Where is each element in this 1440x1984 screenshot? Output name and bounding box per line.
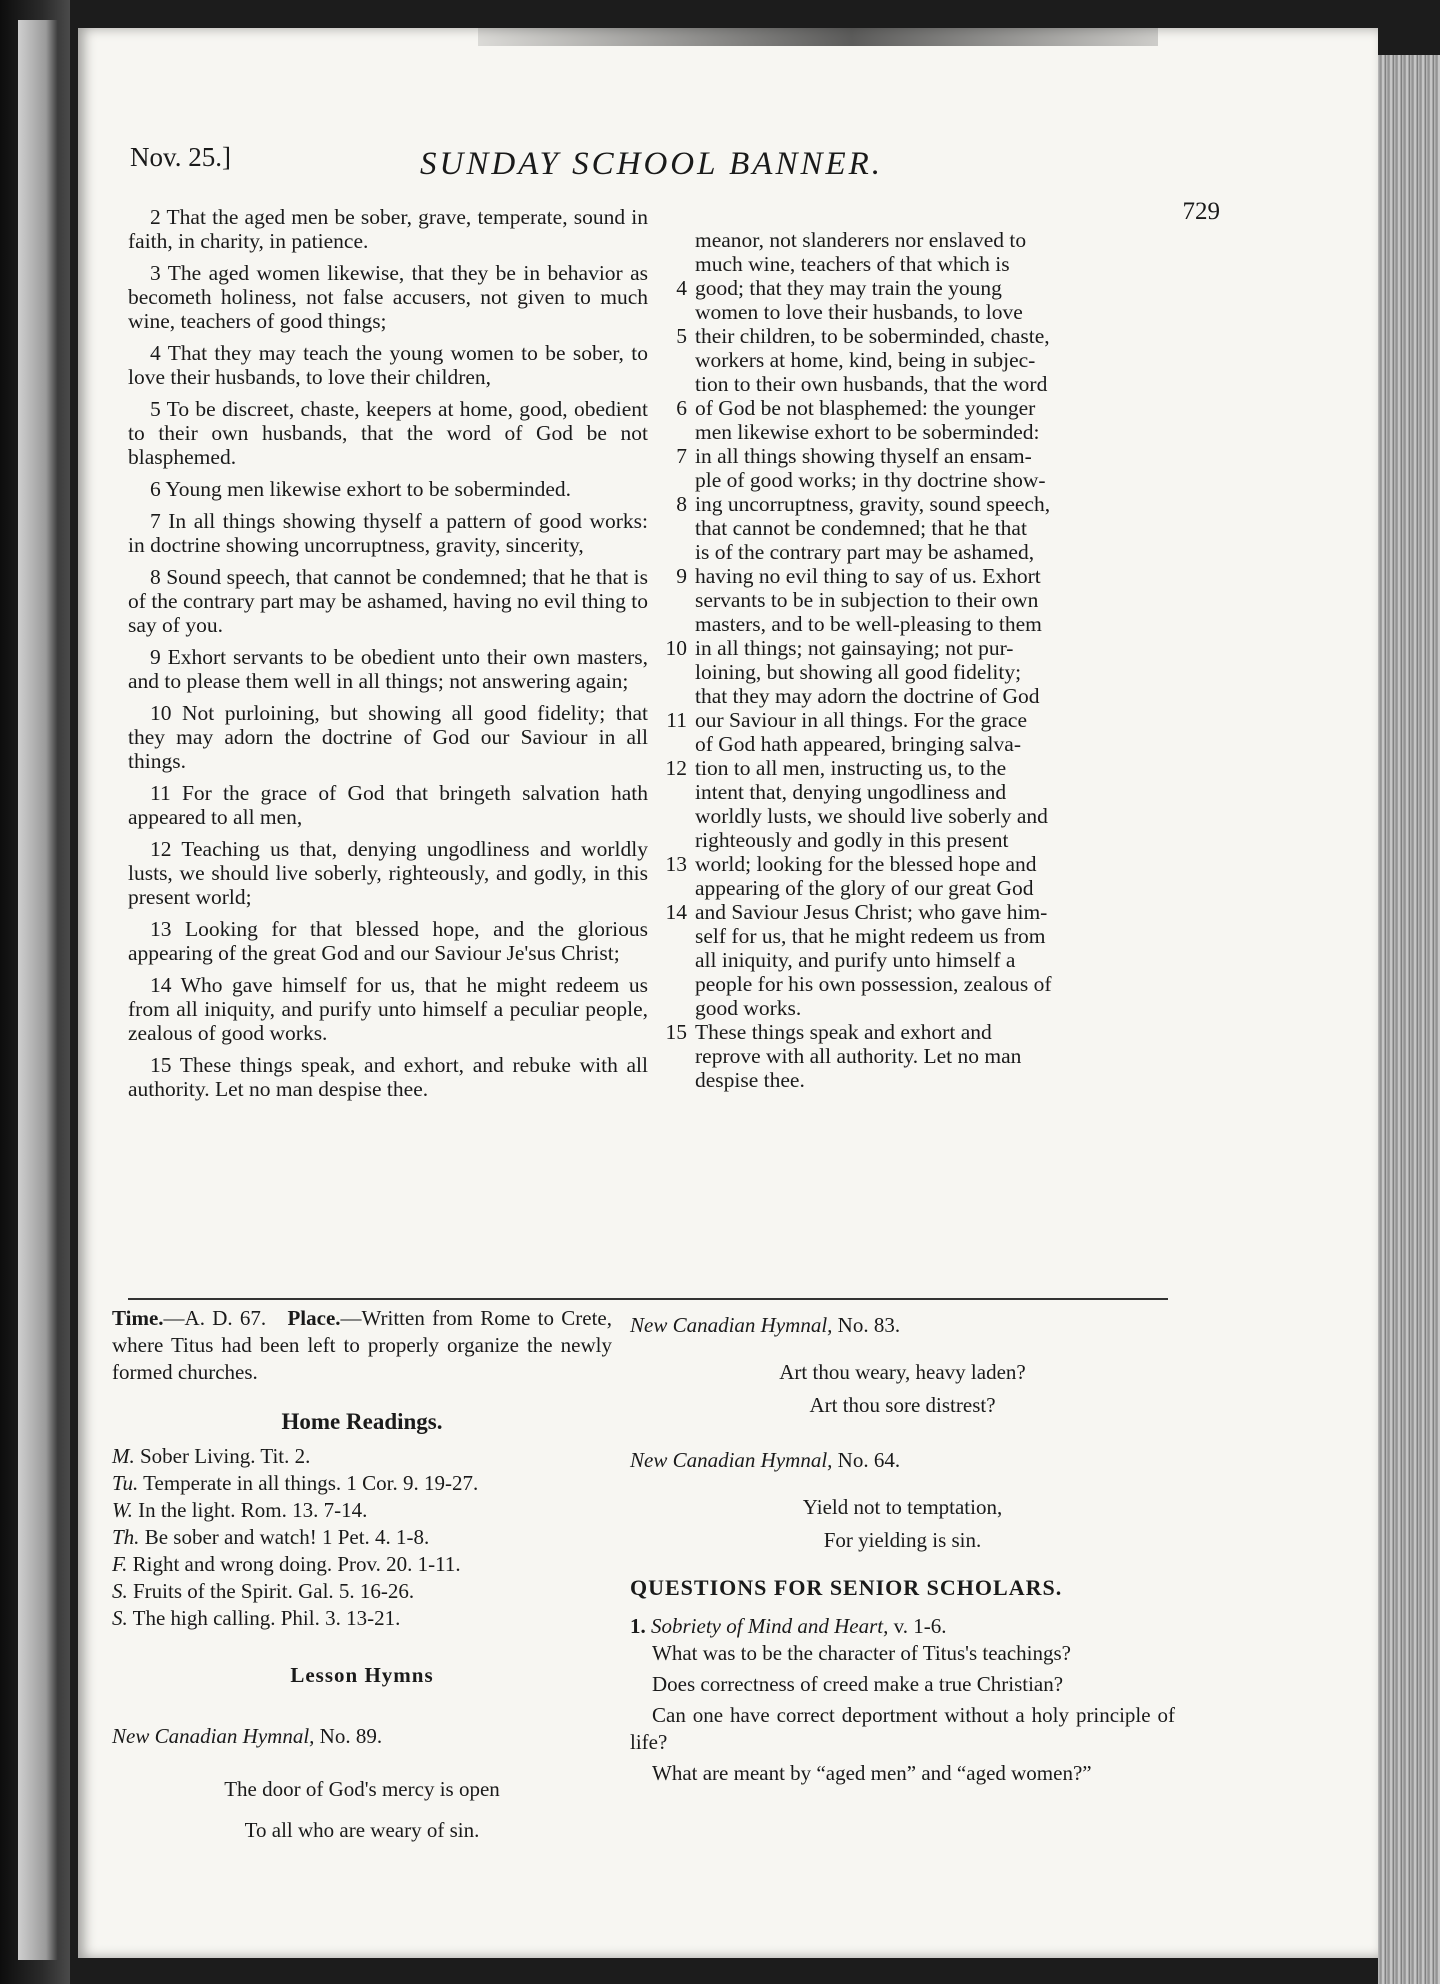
hymn-line: The door of God's mercy is open — [224, 1777, 500, 1801]
hymn-line: To all who are weary of sin. — [244, 1818, 480, 1842]
hymn-reference: New Canadian Hymnal, No. 64. — [630, 1448, 901, 1472]
verse-line: 5 their children, to be soberminded, chaste, — [695, 324, 1220, 348]
verse-number: 14 — [665, 900, 687, 924]
home-readings-heading: Home Readings. — [281, 1409, 443, 1434]
verse-line: people for his own possession, zealous of — [695, 972, 1052, 996]
verse-line: that they may adorn the doctrine of God — [695, 684, 1040, 708]
verse-number: 8 — [676, 492, 687, 516]
verse-line: self for us, that he might redeem us from — [695, 924, 1046, 948]
hymn-line: For yielding is sin. — [823, 1528, 982, 1552]
verse: 4 That they may teach the young women to be sober, to love their husbands, to love their children, — [128, 341, 648, 389]
scan-smudge — [478, 28, 1158, 46]
verse: 9 Exhort servants to be obedient unto their own masters, and to please them well in all things; not answering again; — [128, 645, 648, 693]
verse-line: men likewise exhort to be soberminded: — [695, 420, 1040, 444]
question: What are meant by “aged men” and “aged women?” — [652, 1761, 1092, 1785]
authorized-version-column — [128, 205, 648, 1109]
verse-line: 6 of God be not blasphemed: the younger — [695, 396, 1220, 420]
verse: 10 Not purloining, but showing all good fidelity; that they may adorn the doctrine of God our Saviour in all things. — [128, 701, 648, 773]
section-divider — [128, 1298, 1168, 1300]
verse-line: much wine, teachers of that which is — [695, 252, 1010, 276]
verse: 5 To be discreet, chaste, keepers at home, good, obedient to their own husbands, that the word of God be not blasphemed. — [128, 397, 648, 469]
verse: 2 That the aged men be sober, grave, temperate, sound in faith, in charity, in patience. — [128, 205, 648, 253]
verse-line: worldly lusts, we should live soberly and — [695, 804, 1048, 828]
reading-item: Tu. Temperate in all things. 1 Cor. 9. 19-27. — [112, 1471, 479, 1495]
verse: 12 Teaching us that, denying ungodliness and worldly lusts, we should live soberly, righteously, and godly, in this present world; — [128, 837, 648, 909]
verse-number: 7 — [676, 444, 687, 468]
verse-line: despise thee. — [695, 1068, 805, 1092]
verse-number: 11 — [666, 708, 687, 732]
verse-number: 13 — [665, 852, 687, 876]
reading-item: S. The high calling. Phil. 3. 13-21. — [112, 1606, 401, 1630]
hymn-line: Yield not to temptation, — [802, 1495, 1003, 1519]
reading-item: M. Sober Living. Tit. 2. — [112, 1444, 311, 1468]
question: What was to be the character of Titus's teachings? — [652, 1641, 1071, 1665]
facing-page-edge — [18, 20, 58, 1960]
verse-line: 9 having no evil thing to say of us. Exhort — [695, 564, 1220, 588]
verse-line: ple of good works; in thy doctrine show- — [695, 468, 1046, 492]
verse: 3 The aged women likewise, that they be in behavior as becometh holiness, not false accusers, not given to much wine, teachers of good things; — [128, 261, 648, 333]
verse-line: righteously and godly in this present — [695, 828, 1009, 852]
question: Can one have correct deportment without a holy principle of life? — [630, 1703, 1175, 1754]
verse-line: intent that, denying ungodliness and — [695, 780, 1007, 804]
verse-line: 7 in all things showing thyself an ensam- — [695, 444, 1220, 468]
question-section-title: 1. Sobriety of Mind and Heart, v. 1-6. — [630, 1614, 947, 1638]
verse-line: 14 and Saviour Jesus Christ; who gave him- — [665, 900, 1048, 924]
verse-line: 4 good; that they may train the young — [695, 276, 1220, 300]
verse: 6 Young men likewise exhort to be soberminded. — [150, 477, 571, 501]
header-title: SUNDAY SCHOOL BANNER. — [420, 146, 884, 182]
reading-item: F. Right and wrong doing. Prov. 20. 1-11. — [112, 1552, 461, 1576]
question: Does correctness of creed make a true Christian? — [652, 1672, 1064, 1696]
verse: 13 Looking for that blessed hope, and the glorious appearing of the great God and our Saviour Je'sus Christ; — [128, 917, 648, 965]
verse-line: tion to their own husbands, that the word — [695, 372, 1048, 396]
verse-line: reprove with all authority. Let no man — [695, 1044, 1022, 1068]
hymn-line: Art thou sore distrest? — [809, 1393, 996, 1417]
lower-right-column — [630, 1312, 1175, 1791]
hymn-line: Art thou weary, heavy laden? — [779, 1360, 1026, 1384]
verse-line: 13 world; looking for the blessed hope and — [665, 852, 1037, 876]
verse-line: that cannot be condemned; that he that — [695, 516, 1027, 540]
verse-line: 10 in all things; not gainsaying; not pur- — [665, 636, 1014, 660]
verse-line: 15 These things speak and exhort and — [665, 1020, 992, 1044]
lower-left-column — [112, 1305, 612, 1844]
verse-line: women to love their husbands, to love — [695, 300, 1023, 324]
verse: 8 Sound speech, that cannot be condemned; that he that is of the contrary part may be ashamed, having no evil thing to say of you. — [128, 565, 648, 637]
verse: 14 Who gave himself for us, that he might redeem us from all iniquity, and purify unto himself a peculiar people, zealous of good works. — [128, 973, 648, 1045]
verse-line: all iniquity, and purify unto himself a — [695, 948, 1016, 972]
hymn-reference: New Canadian Hymnal, No. 83. — [630, 1313, 901, 1337]
verse: 15 These things speak, and exhort, and rebuke with all authority. Let no man despise thee. — [128, 1053, 648, 1101]
verse-line: appearing of the glory of our great God — [695, 876, 1034, 900]
time-place: Time.—A. D. 67. Place.—Written from Rome to Crete, where Titus had been left to properly organize the newly formed churches. — [112, 1306, 612, 1384]
verse: 11 For the grace of God that bringeth salvation hath appeared to all men, — [128, 781, 648, 829]
page-number: 729 — [1182, 198, 1220, 225]
lesson-hymns-heading: Lesson Hymns — [290, 1663, 434, 1687]
page-header — [130, 128, 1220, 225]
revised-version-column — [665, 228, 1220, 1092]
verse-number: 4 — [676, 276, 687, 300]
verse-number: 10 — [665, 636, 687, 660]
page-stack-edge — [1378, 55, 1440, 1984]
hymn-reference: New Canadian Hymnal, No. 89. — [112, 1724, 383, 1748]
verse-line: servants to be in subjection to their own — [695, 588, 1039, 612]
reading-item: Th. Be sober and watch! 1 Pet. 4. 1-8. — [112, 1525, 430, 1549]
verse-line: 12 tion to all men, instructing us, to the — [665, 756, 1007, 780]
verse-number: 12 — [665, 756, 687, 780]
verse-line: meanor, not slanderers nor enslaved to — [695, 228, 1027, 252]
questions-heading: QUESTIONS FOR SENIOR SCHOLARS. — [630, 1575, 1063, 1600]
reading-item: W. In the light. Rom. 13. 7-14. — [112, 1498, 368, 1522]
verse-line: loining, but showing all good fidelity; — [695, 660, 1022, 684]
verse-number: 9 — [676, 564, 687, 588]
verse-line: masters, and to be well-pleasing to them — [695, 612, 1042, 636]
verse-number: 5 — [676, 324, 687, 348]
verse-line: of God hath appeared, bringing salva- — [695, 732, 1021, 756]
verse-line: good works. — [695, 996, 802, 1020]
verse-line: workers at home, kind, being in subjec- — [695, 348, 1036, 372]
verse-line: 11 our Saviour in all things. For the grace — [666, 708, 1027, 732]
reading-item: S. Fruits of the Spirit. Gal. 5. 16-26. — [112, 1579, 415, 1603]
verse: 7 In all things showing thyself a pattern of good works: in doctrine showing uncorruptness, gravity, sincerity, — [128, 509, 648, 557]
verse-number: 15 — [665, 1020, 687, 1044]
header-date: Nov. 25.] — [130, 142, 231, 172]
verse-line: 8 ing uncorruptness, gravity, sound speech, — [695, 492, 1220, 516]
verse-number: 6 — [676, 396, 687, 420]
verse-line: is of the contrary part may be ashamed, — [695, 540, 1035, 564]
